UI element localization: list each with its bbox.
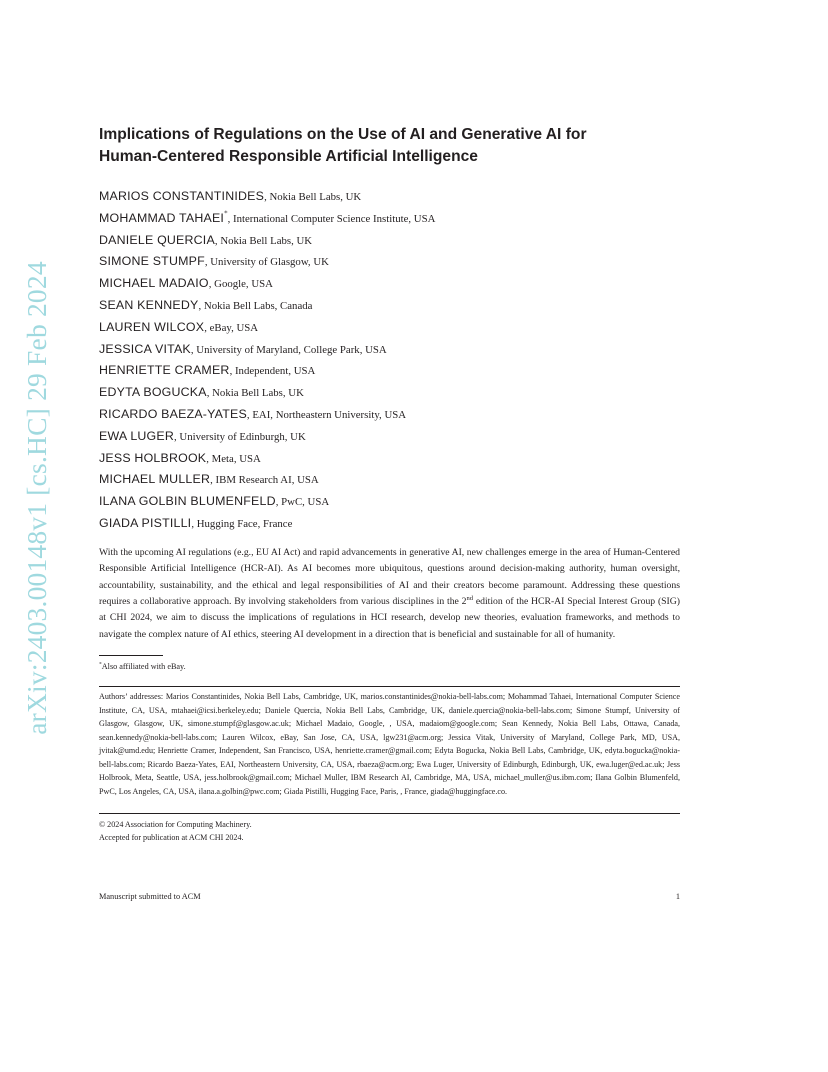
footnote-text: Also affiliated with eBay. [101, 662, 186, 672]
author-name: JESS HOLBROOK [99, 450, 207, 465]
author-entry [99, 294, 680, 316]
title-line-2: Human-Centered Responsible Artificial Intelligence [99, 148, 478, 165]
footnote-divider [99, 655, 163, 656]
author-affiliation: , Google, USA [208, 278, 273, 291]
author-entry [99, 185, 680, 207]
author-name: SIMONE STUMPF [99, 254, 205, 269]
author-name: RICARDO BAEZA-YATES [99, 406, 247, 421]
author-entry [99, 468, 680, 490]
arxiv-stamp [14, 260, 60, 735]
author-list [99, 185, 680, 534]
author-affiliation: , EAI, Northeastern University, USA [246, 408, 407, 421]
publication-note: Accepted for publication at ACM CHI 2024. [99, 833, 244, 843]
author-name: MICHAEL MULLER [99, 472, 211, 487]
addresses-divider [99, 686, 680, 687]
abstract-text-part-1: With the upcoming AI regulations (e.g., EU AI Act) and rapid advancements in generative AI, new challenges emerge in the area of Human-Centered Responsible Artificial Intelligence (HCR-AI). As AI becomes more ubiquitous, questions around decision-making authority, human oversight, accountability, sustainability, and the ethical and legal responsibilities of AI and their creators become paramount. Addressing these questions requires a collaborative approach. By involving stakeholders from various disciplines in the 2 [99, 546, 680, 607]
author-name: MICHAEL MADAIO [99, 276, 209, 291]
author-entry [99, 229, 680, 251]
page-number: 1 [675, 892, 680, 901]
author-affiliation: , Nokia Bell Labs, Canada [198, 299, 313, 312]
author-affiliation: , Hugging Face, France [191, 517, 293, 530]
arxiv-identifier: arXiv:2403.00148v1 [cs.HC] 29 Feb 2024 [21, 260, 52, 735]
author-affiliation: , University of Edinburgh, UK [174, 430, 306, 443]
author-name: SEAN KENNEDY [99, 297, 199, 312]
copyright-notice: © 2024 Association for Computing Machinery. [99, 820, 252, 830]
author-name: EDYTA BOGUCKA [99, 385, 207, 400]
author-name: ILANA GOLBIN BLUMENFELD [99, 494, 276, 509]
author-name: LAUREN WILCOX [99, 319, 205, 334]
author-affiliation: , IBM Research AI, USA [210, 474, 319, 487]
abstract [99, 545, 680, 643]
author-affiliation: , eBay, USA [204, 321, 259, 334]
author-affiliation: , University of Maryland, College Park, USA [190, 343, 387, 356]
author-affiliation: , University of Glasgow, UK [204, 256, 329, 269]
author-name: JESSICA VITAK [99, 341, 191, 356]
page-footer [99, 891, 680, 903]
author-name: GIADA PISTILLI [99, 515, 192, 530]
author-entry [99, 250, 680, 272]
author-name: MOHAMMAD TAHAEI [99, 210, 225, 225]
authors-addresses: Authors’ addresses: Marios Constantinides, Nokia Bell Labs, Cambridge, UK, marios.constantinides@nokia-bell-labs.com; Mohammad Tahaei, International Computer Science Institute, CA, USA, mtahaei@icsi.berkeley.edu; Daniele Quercia, Nokia Bell Labs, Cambridge, UK, daniele.quercia@nokia-bell-labs.com; Simone Stumpf, University of Glasgow, Glasgow, UK, simone.stumpf@glasgow.ac.uk; Michael Madaio, Google, , USA, madaiom@google.com; Sean Kennedy, Nokia Bell Labs, Ottawa, Canada, sean.kennedy@nokia-bell-labs.com; Lauren Wilcox, eBay, San Jose, CA, USA, lgw231@acm.org; Jessica Vitak, University of Maryland, College Park, MD, USA, jvitak@umd.edu; Henriette Cramer, Independent, San Francisco, USA, henriette.cramer@gmail.com; Edyta Bogucka, Nokia Bell Labs, Cambridge, UK, edyta.bogucka@nokia-bell-labs.com; Ricardo Baeza-Yates, EAI, Northeastern University, CA, USA, rbaeza@acm.org; Ewa Luger, University of Edinburgh, Edinburgh, UK, ewa.luger@ed.ac.uk; Jess Holbrook, Meta, Seattle, USA, jess.holbrook@gmail.com; Michael Muller, IBM Research AI, Cambridge, MA, USA, michael_muller@us.ibm.com; Ilana Golbin Blumenfeld, PwC, Los Angeles, CA, USA, ilana.a.golbin@pwc.com; Giada Pistilli, Hugging Face, Paris, , France, giada@huggingface.co. [99, 692, 680, 796]
copyright-block [99, 818, 680, 844]
author-entry [99, 512, 680, 534]
author-entry [99, 338, 680, 360]
author-affiliation: , Meta, USA [206, 452, 261, 465]
author-entry [99, 425, 680, 447]
author-entry [99, 207, 680, 229]
affiliation-footnote [99, 661, 680, 672]
paper-first-page [99, 124, 680, 844]
author-footnote-mark: * [224, 209, 228, 218]
author-name: EWA LUGER [99, 428, 175, 443]
footer-manuscript-note: Manuscript submitted to ACM [99, 892, 201, 901]
author-affiliation: , International Computer Science Institute, USA [227, 212, 436, 225]
author-name: DANIELE QUERCIA [99, 232, 215, 247]
author-affiliation: , Independent, USA [229, 365, 316, 378]
author-name: MARIOS CONSTANTINIDES [99, 189, 265, 203]
abstract-ordinal-suffix: nd [466, 594, 474, 602]
author-entry [99, 316, 680, 338]
abstract-text-part-2: edition of the HCR-AI Special Interest Group (SIG) at CHI 2024, we aim to discuss the implications of regulations in HCI research, develop new theories, evaluation frameworks, and methods to navigate the complex nature of AI ethics, steering AI development in a direction that is beneficial and sustainable for all of humanity. [99, 595, 681, 640]
author-affiliation: , PwC, USA [275, 496, 330, 509]
author-name: HENRIETTE CRAMER [99, 363, 230, 378]
author-entry [99, 447, 680, 469]
author-entry [99, 359, 680, 381]
author-entry [99, 403, 680, 425]
author-entry [99, 272, 680, 294]
paper-title [99, 124, 680, 168]
author-affiliation: , Nokia Bell Labs, UK [214, 234, 313, 247]
author-entry [99, 381, 680, 403]
title-line-1: Implications of Regulations on the Use of AI and Generative AI for [99, 126, 587, 143]
author-affiliation: , Nokia Bell Labs, UK [206, 387, 304, 400]
author-entry [99, 490, 680, 512]
copyright-divider [99, 813, 680, 814]
author-affiliation: , Nokia Bell Labs, UK [264, 191, 362, 203]
footnote-mark: * [99, 661, 102, 668]
